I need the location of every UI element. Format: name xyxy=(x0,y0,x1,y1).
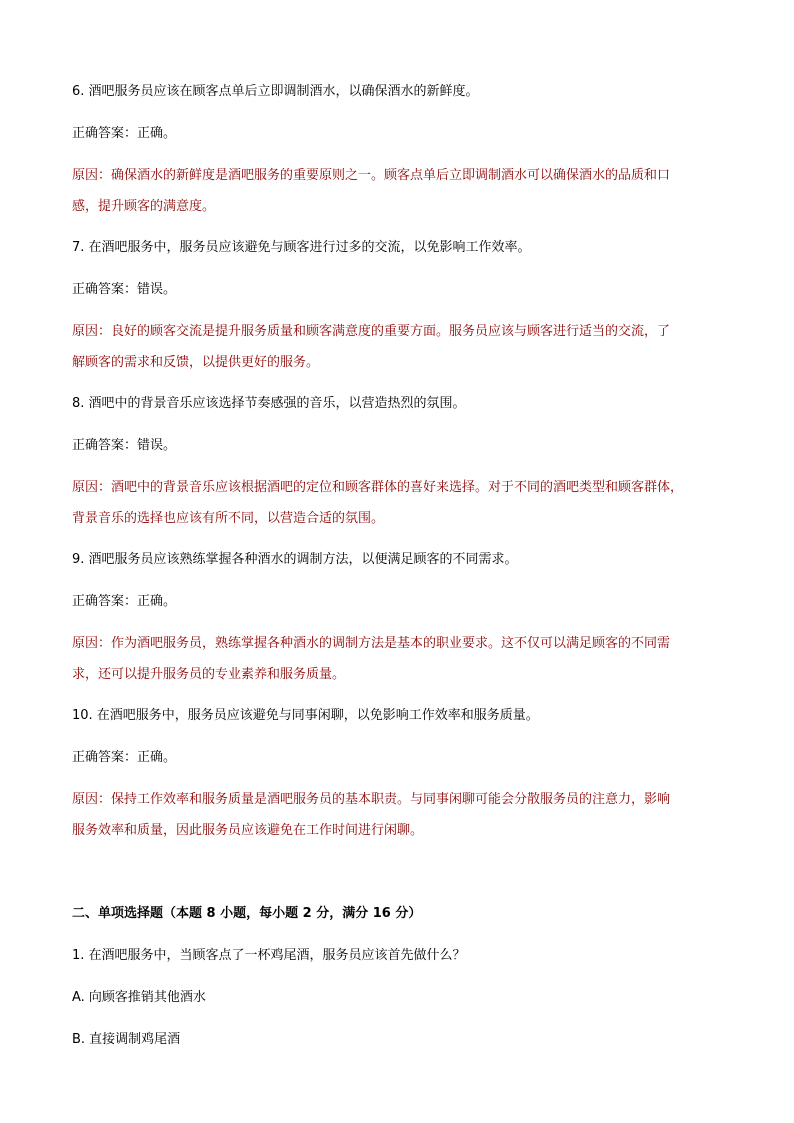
question-10: 10. 在酒吧服务中，服务员应该避免与同事闲聊，以免影响工作效率和服务质量。 xyxy=(72,708,539,723)
reason-8-line-1: 原因：酒吧中的背景音乐应该根据酒吧的定位和顾客群体的喜好来选择。对于不同的酒吧类型和顾客群体， xyxy=(72,480,684,495)
reason-9-line-2: 求，还可以提升服务员的专业素养和服务质量。 xyxy=(72,667,346,682)
reason-10-line-2: 服务效率和质量，因此服务员应该避免在工作时间进行闲聊。 xyxy=(72,823,424,838)
question-6: 6. 酒吧服务员应该在顾客点单后立即调制酒水，以确保酒水的新鲜度。 xyxy=(72,84,479,99)
mc-question-1: 1. 在酒吧服务中，当顾客点了一杯鸡尾酒，服务员应该首先做什么？ xyxy=(72,948,466,963)
answer-9: 正确答案：正确。 xyxy=(72,594,177,609)
option-a: A. 向顾客推销其他酒水 xyxy=(72,990,206,1005)
answer-10: 正确答案：正确。 xyxy=(72,750,177,765)
reason-10-line-1: 原因：保持工作效率和服务质量是酒吧服务员的基本职责。与同事闲聊可能会分散服务员的注意力，影响 xyxy=(72,792,671,807)
question-8: 8. 酒吧中的背景音乐应该选择节奏感强的音乐，以营造热烈的氛围。 xyxy=(72,396,466,411)
question-9: 9. 酒吧服务员应该熟练掌握各种酒水的调制方法，以便满足顾客的不同需求。 xyxy=(72,552,518,567)
question-7: 7. 在酒吧服务中，服务员应该避免与顾客进行过多的交流，以免影响工作效率。 xyxy=(72,240,531,255)
option-b: B. 直接调制鸡尾酒 xyxy=(72,1032,181,1047)
answer-7: 正确答案：错误。 xyxy=(72,282,177,297)
reason-8-line-2: 背景音乐的选择也应该有所不同，以营造合适的氛围。 xyxy=(72,511,385,526)
section-title: 二、单项选择题（本题 8 小题，每小题 2 分，满分 16 分） xyxy=(72,906,422,921)
reason-6-line-1: 原因：确保酒水的新鲜度是酒吧服务的重要原则之一。顾客点单后立即调制酒水可以确保酒水的品质和口 xyxy=(72,168,671,183)
answer-8: 正确答案：错误。 xyxy=(72,438,177,453)
answer-6: 正确答案：正确。 xyxy=(72,126,177,141)
reason-7-line-2: 解顾客的需求和反馈，以提供更好的服务。 xyxy=(72,355,320,370)
reason-9-line-1: 原因：作为酒吧服务员，熟练掌握各种酒水的调制方法是基本的职业要求。这不仅可以满足顾客的不同需 xyxy=(72,636,671,651)
reason-7-line-1: 原因：良好的顾客交流是提升服务质量和顾客满意度的重要方面。服务员应该与顾客进行适当的交流，了 xyxy=(72,324,671,339)
reason-6-line-2: 感，提升顾客的满意度。 xyxy=(72,199,216,214)
